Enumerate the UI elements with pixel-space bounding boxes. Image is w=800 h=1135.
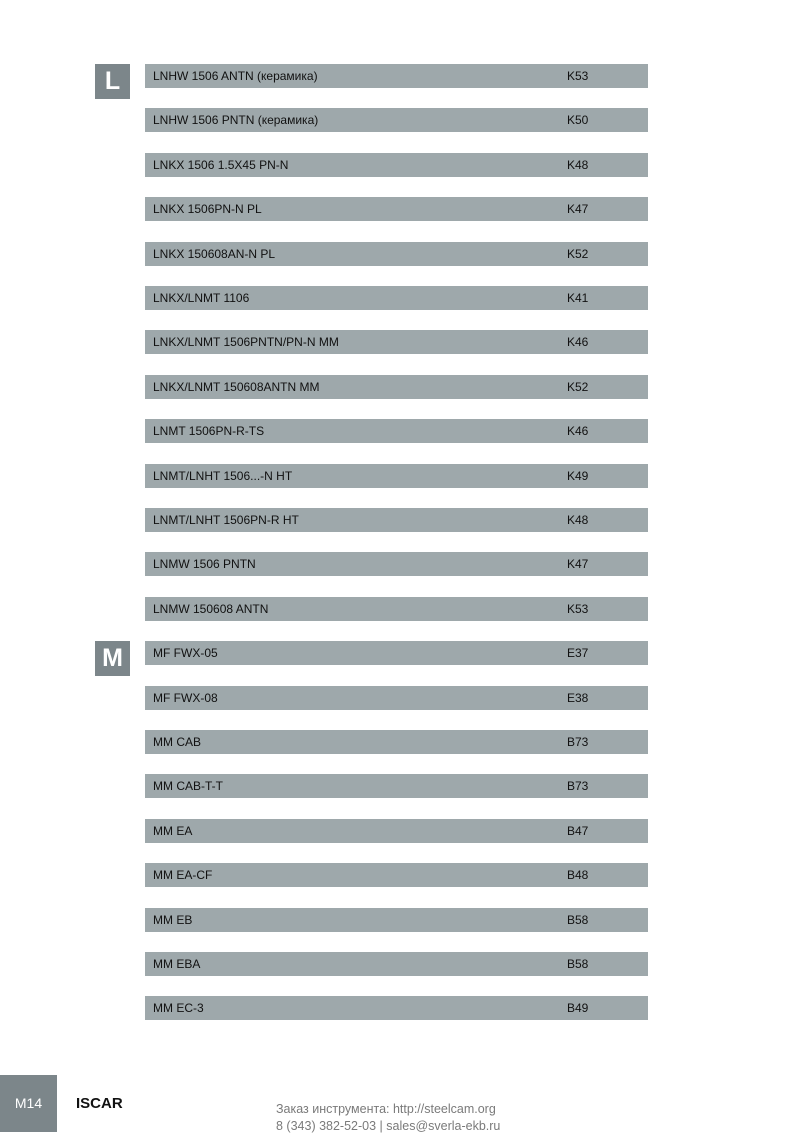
page-reference: K46 [567,335,589,349]
page-reference: K47 [567,202,589,216]
index-row [145,552,648,576]
insert-designation: MM EB [153,913,193,927]
page-reference: B48 [567,868,589,882]
page-reference: K47 [567,557,589,571]
index-row [145,330,648,354]
page-reference: K48 [567,513,589,527]
insert-designation: LNKX/LNMT 1106 [153,291,250,305]
brand-name: ISCAR [76,1095,123,1112]
page-reference: B58 [567,957,589,971]
page-reference: E37 [567,646,589,660]
index-row [145,286,648,310]
insert-designation: LNKX/LNMT 150608ANTN MM [153,380,320,394]
index-row [145,863,648,887]
page-reference: B73 [567,735,589,749]
page-reference: E38 [567,691,589,705]
insert-designation: LNMT/LNHT 1506PN-R HT [153,513,299,527]
index-row [145,641,648,665]
page-reference: K48 [567,158,589,172]
index-row [145,375,648,399]
insert-designation: MM EA [153,824,193,838]
index-row [145,819,648,843]
index-row [145,464,648,488]
index-row [145,197,648,221]
page-reference: K46 [567,424,589,438]
insert-designation: MM EBA [153,957,201,971]
index-row [145,153,648,177]
insert-designation: LNKX 1506PN-N PL [153,202,262,216]
section-letter-m: M [95,641,130,676]
insert-designation: MF FWX-05 [153,646,218,660]
index-row [145,108,648,132]
index-row [145,774,648,798]
index-row [145,996,648,1020]
index-row [145,908,648,932]
insert-designation: MF FWX-08 [153,691,218,705]
index-row [145,952,648,976]
page-reference: B49 [567,1001,589,1015]
index-row [145,64,648,88]
page-reference: K41 [567,291,589,305]
contact-line: 8 (343) 382-52-03 | sales@sverla-ekb.ru [276,1119,501,1133]
section-letter-l: L [95,64,130,99]
insert-designation: LNKX/LNMT 1506PNTN/PN-N MM [153,335,339,349]
index-row [145,686,648,710]
page-number: M14 [0,1075,57,1132]
insert-designation: LNKX 150608AN-N PL [153,247,276,261]
order-info [276,1101,500,1135]
index-row [145,242,648,266]
page-reference: B47 [567,824,589,838]
insert-designation: LNHW 1506 PNTN (керамика) [153,113,319,127]
page-reference: K50 [567,113,589,127]
page-reference: B58 [567,913,589,927]
page-reference: K52 [567,380,589,394]
insert-designation: LNMT/LNHT 1506...-N HT [153,469,293,483]
index-row [145,508,648,532]
page-reference: B73 [567,779,589,793]
insert-designation: LNMW 1506 PNTN [153,557,256,571]
insert-designation: LNHW 1506 ANTN (керамика) [153,69,318,83]
index-row [145,597,648,621]
page-reference: K52 [567,247,589,261]
insert-designation: LNMW 150608 ANTN [153,602,269,616]
insert-designation: MM EC-3 [153,1001,204,1015]
insert-designation: MM CAB-T-T [153,779,223,793]
insert-designation: LNKX 1506 1.5X45 PN-N [153,158,289,172]
order-line: Заказ инструмента: http://steelcam.org [276,1102,496,1116]
index-row [145,730,648,754]
index-row [145,419,648,443]
insert-designation: LNMT 1506PN-R-TS [153,424,265,438]
insert-designation: MM CAB [153,735,201,749]
page-reference: K53 [567,69,589,83]
page-reference: K49 [567,469,589,483]
page-reference: K53 [567,602,589,616]
insert-designation: MM EA-CF [153,868,213,882]
